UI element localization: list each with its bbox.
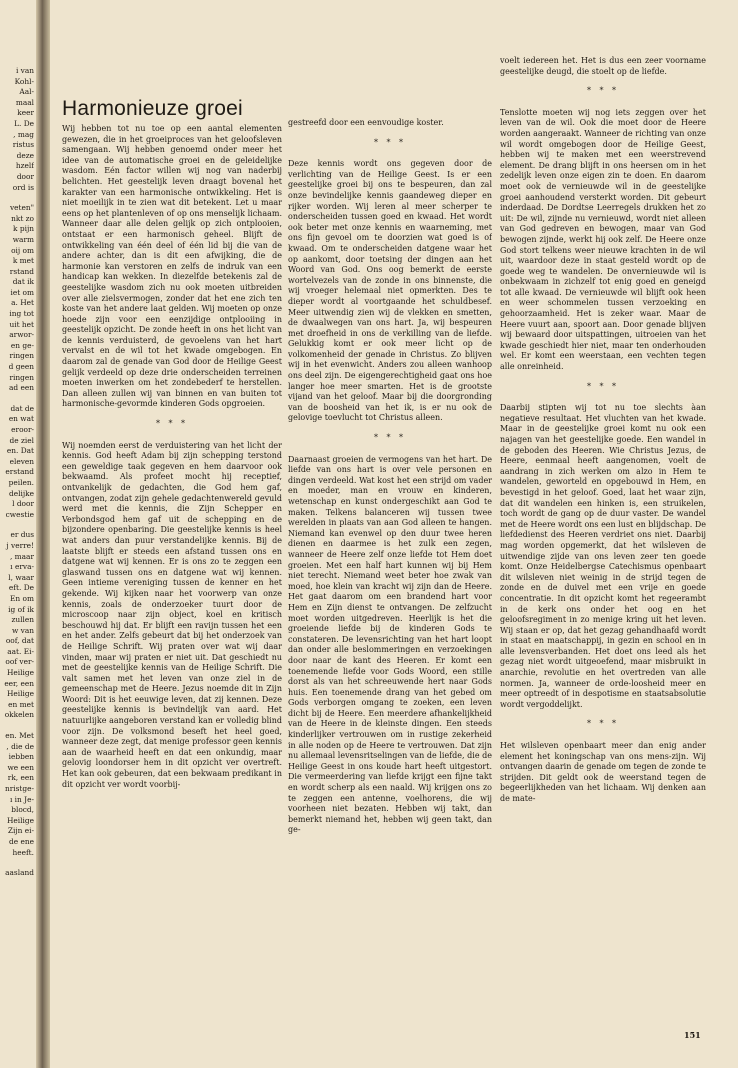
- previous-page-fragment: deze: [16, 150, 34, 160]
- previous-page-fragment: veten": [9, 203, 34, 213]
- previous-page-fragment: en wat: [8, 414, 34, 424]
- section-separator: * * *: [155, 419, 189, 429]
- previous-page-fragment: blocd,: [11, 805, 34, 815]
- previous-page-fragment: ringen: [9, 372, 34, 382]
- article-column-2: [288, 118, 492, 1048]
- previous-page-fragment: keer: [17, 108, 34, 118]
- previous-page-fragment: maal: [15, 97, 34, 107]
- previous-page-fragment: aat. Ei-: [7, 646, 34, 656]
- previous-page-fragment: iebben: [8, 752, 34, 762]
- previous-page-fragment: l door: [12, 499, 34, 509]
- page-gutter: [36, 0, 50, 1068]
- previous-page-fragment: warm: [12, 234, 34, 244]
- previous-page-fragment: , mag: [13, 129, 34, 139]
- previous-page-fragment: k met: [12, 256, 34, 266]
- previous-page-fragment: eroor-: [11, 425, 34, 434]
- previous-page-fragment: iet om: [10, 287, 34, 297]
- previous-page-fragment: hzelf: [15, 161, 34, 171]
- previous-page-fragment: door: [16, 171, 34, 181]
- previous-page-fragment: en met: [8, 699, 34, 709]
- previous-page-fragment: de ene: [9, 836, 34, 846]
- previous-page-fragment: k pijn: [13, 224, 34, 234]
- previous-page-fragment: cwestie: [5, 509, 34, 519]
- previous-page-fragment: j verre!: [6, 540, 34, 550]
- previous-page-fragment: dat ik: [12, 277, 34, 287]
- previous-page-fragment: zullen: [11, 615, 34, 625]
- article-column-3: [500, 56, 706, 1026]
- paragraph: Het wilsleven openbaart meer dan enig ander element het koningschap van ons mens-zijn. Wij ontvangen daarin de genade om tegen de zonde te strijden. Dit geldt ook de weerstand tegen de begeerlijkheden van het lichaam. Wij denken aan de mate-: [500, 741, 706, 803]
- previous-page-fragment: , maar: [9, 551, 34, 561]
- previous-page-fragment: aasland: [5, 868, 34, 878]
- previous-page-fragment: a. Het: [11, 298, 34, 308]
- previous-page-fragment: oij om: [11, 245, 34, 255]
- previous-page-column: [0, 66, 34, 1066]
- previous-page-fragment: ı in Je-: [9, 794, 34, 804]
- previous-page-fragment: en. Dat: [6, 446, 34, 456]
- previous-page-fragment: er dus: [10, 530, 34, 540]
- section-separator: * * *: [586, 381, 620, 391]
- section-separator: * * *: [586, 86, 620, 96]
- previous-page-fragment: eer, een: [4, 678, 34, 688]
- previous-page-fragment: ing tot: [9, 309, 34, 319]
- previous-page-fragment: ristus: [12, 140, 34, 150]
- previous-page-fragment: ringen: [9, 351, 34, 361]
- previous-page-fragment: [0, 721, 34, 731]
- previous-page-fragment: w van: [11, 625, 34, 635]
- paragraph: Daarbij stipten wij tot nu toe slechts àan negatieve resultaat. Het vluchten van het kwade. Maar in de geestelijke groei komt nu ook een najagen van het geestelijke goede. Een wandel in de geboden des Heeren. Wie Christus Jezus, de Heere, eenmaal heeft aangenomen, voelt de aandrang in zich werken om alzo in Hem te wandelen, geworteld en opgebouwd in Hem, en bevestigd in het geloof. Goed, laat het waar zijn, dat dit wandelen een hinken is, een struikelen, toch wordt de gang op de duur vaster. De wandel met de Heere wordt ons een lust en blijdschap. De liefdedienst des Heeren verdriet ons niet. Daarbij mag worden opgemerkt, dat het wilsleven de uitwendige zijde van ons leven zeer ten goede komt. Onze Heidelbergse Catechismus openbaart dit wilsleven niet weinig in de strijd tegen de zonde en de duivel met een vrije en goede concentratie. In dit opzicht komt het regeerambt in de kerk ons onder het oog en het geloofsregiment in zo menige kring uit het leven. Wij staan er op, dat het gezag gehandhaafd wordt in staat en maatschappij, in gezin en school en in alle levensverbanden. Het doet ons leed als het gezag niet wordt uitgeoefend, maar misbruikt in anarchie, revolutie en het overtreden van alle normen. Ja, wanneer de orde-loosheid meer en meer optreedt of in despotisme en staatsabsolutie wordt vergoddelijkt.: [500, 403, 706, 709]
- previous-page-fragment: heeft.: [12, 847, 34, 857]
- previous-page-fragment: ad een: [9, 383, 34, 393]
- previous-page-fragment: erstand: [5, 467, 34, 477]
- previous-page-fragment: dat de: [10, 403, 34, 413]
- previous-page-fragment: i van: [15, 66, 34, 75]
- previous-page-fragment: [0, 858, 34, 868]
- paragraph: Wij noemden eerst de verduistering van het licht der kennis. God heeft Adam bij zijn schepping terstond een geweldige taak gegeven en hem daarvoor ook bekwaamd. Als profeet mocht hij receptief, ontvankelijk de gedachten, die God hem gaf, ontvangen, zodat zijn gehele gedachtenwereld gevuld werd met die kennis, die Zijn Schepper en Verbondsgod hem gaf uit de schepping en de bijzondere openbaring. Die geestelijke kennis is heel wat anders dan puur verstandelijke kennis. Bij de laatste blijft er steeds een afstand tussen ons en datgene wat wij kennen. Er is ons zo te zeggen een glaswand tussen ons en datgene wat wij kennen. Geen intieme vereniging tussen de kenner en het gekende. Wij kijken naar het voorwerp van onze kennis, zoals de onderzoeker tuurt door de microscoop naar zijn object, koel en kritisch beschouwd hij dat. Er blijft een ravijn tussen het een en het ander. Zelfs gebeurt dat bij het onderzoek van de Heilige Schrift. Wij praten over wat wij daar vinden, maar wij praten er niet uit. Dat geschiedt nu met de geestelijke kennis van de Heilige Schrift. Die valt samen met het leven van onze ziel in de gemeenschap met de Heere. Jezus noemde dit in Zijn Woord: Dit is het eeuwige leven, dat zij kennen. Deze geestelijke kennis is bevindelijk van aard. Het natuurlijke aangeboren verstand kan er volledig blind voor zijn. De volksmond beseft het heel goed, wanneer deze zegt, dat menige professor geen kennis aan de waarheid heeft en dat een onkundig, maar gelovig loondorser hem in dit opzicht ver overtreft. Het kan ook gebeuren, dat een bekwaam predikant in dit opzicht ver wordt voorbij-: [62, 440, 282, 789]
- previous-page-fragment: nristge-: [4, 784, 34, 793]
- previous-page-fragment: [0, 520, 34, 530]
- page-number: 151: [684, 1030, 701, 1040]
- paragraph: Deze kennis wordt ons gegeven door de verlichting van de Heilige Geest. Is er een geestelijke groei bij ons te bespeuren, dan zal onze bevindelijke kennis gaandeweg dieper en rijker worden. Wij leren al meer scherper te onderscheiden tussen goed en kwaad. Het wordt ook beter met onze kennis en waarneming, met ons fijn gevoel om te doorzien wat goed is of kwaad. Om te onderscheiden datgene waar het op aankomt, door toetsing der dingen aan het Woord van God. Ons oog bemerkt de eerste wortelvezels van de zonde in ons binnenste, die wij vroeger helemaal niet opmerkten. Des te dieper wordt al voortgaande het schuldbesef. Meer uitwendig zien wij de vlekken en smetten, de dwaalwegen van ons hart. Ja, wij bespeuren met droefheid in ons de verkilling van de liefde. Gelukkig komt er ook meer licht op de volkomenheid der genade in Christus. Zo blijven wij in het evenwicht. Anders zou alleen wanhoop ons deel zijn. De eigengerechtigheid gaat ons hoe langer hoe meer smarten. Het is de grootste vijand van het geloof. Maar bij die doorgronding van de boosheid van het ik, is er nu ook de gelovige toevlucht tot Christus alleen.: [288, 159, 492, 423]
- previous-page-fragment: l, waar: [8, 572, 34, 582]
- paragraph: voelt iedereen het. Het is dus een zeer voorname geestelijke deugd, die stoelt op de liefde.: [500, 56, 706, 76]
- previous-page-fragment: Zijn ei-: [7, 826, 34, 836]
- previous-page-fragment: Heilige: [6, 815, 34, 825]
- paragraph: Tenslotte moeten wij nog iets zeggen over het leven van de wil. Ook die moet door de Heere worden aangeraakt. Wanneer de richting van onze wil wordt omgebogen door de Heilige Geest, hebben wij te maken met een weerstrevend element. De drang blijft in ons heersen om in het zedelijk leven onze eigen zin te doen. En daarom moet ook de vernieuwde wil in de geestelijke groei aanhoudend versterkt worden. Dit gebeurt inderdaad. De Dordtse Leerregels drukken het zo uit: De wil, zijnde nu vernieuwd, wordt niet alleen van God gedreven en bewogen, maar van God bewogen zijnde, werkt hij ook zelf. De Heere onze God stort telkens weer nieuwe krachten in de wil uit, waardoor deze in staat gesteld wordt op de goede weg te wandelen. De onvernieuwde wil is onbekwaam in zichzelf tot enig goed en geneigd tot alle kwaad. De vernieuwde wil blijft ook heen en weer schommelen tussen verzoeking en gehoorzaamheid. Het is zeker waar. Maar de Heere vuurt aan, spoort aan. Door genade blijven wij bewaard door uitspattingen, uitroeien van het kwade geschiedt hier niet, maar ten onderhouden wel. Er komt een weerstaan, een vechten tegen alle onreinheid.: [500, 107, 706, 372]
- previous-page-fragment: d geen: [8, 362, 34, 372]
- previous-page-fragment: eleven: [9, 456, 34, 466]
- previous-page-fragment: oof, dat: [5, 636, 34, 646]
- previous-page-fragment: ord is: [12, 182, 34, 192]
- previous-page-fragment: de ziel: [9, 435, 34, 445]
- paragraph: Wij hebben tot nu toe op een aantal elementen gewezen, die in het groeiproces van het geloofsleven samengaan. Wij hebben genoemd onder meer het idee van de automatische groei en de geleidelijke wasdom. Eén factor willen wij nog van naderbij belichten. Het geestelijk leven draagt bovenal het karakter van een harmonische ontwikkeling. Het is niet moeilijk in te zien wat dit betekent. Let u maar eens op het plantenleven of op ons menselijk lichaam. Wanneer daar alle delen gelijk op zich ontplooien, ontstaat er een harmonisch geheel. Blijft de ontwikkeling van één deel of één lid bij die van de andere achter, dan is dit een afwijking, die de harmonie kan verstoren en zelfs de indruk van een handicap kan wekken. In diezelfde betekenis zal de geestelijke wasdom zich nu ook moeten uitbreiden over alle zielsvermogen, zonder dat het ene zich ten koste van het andere laat gelden. Wij moeten op onze hoede zijn voor een eenzijdige ontplooiing in geestelijk opzicht. De zonde heeft in ons het licht van de kennis verduisterd, de gevoelens van het hart vervalst en de wil tot het kwade omgebogen. En daarom zal de genade van God door de Heilige Geest gelijk verdeeld op deze drie onderscheiden terreinen moeten inwerken om het zondebederf te herstellen. Dan alleen zullen wij van binnen en van buiten tot harmonische-gevormde kinderen Gods opgroeien.: [62, 124, 282, 409]
- previous-page-fragment: eft. De: [8, 583, 34, 593]
- section-separator: * * *: [373, 137, 407, 147]
- previous-page-fragment: rk, een: [7, 773, 34, 783]
- section-separator: * * *: [586, 719, 620, 729]
- previous-page-fragment: peilen.: [8, 477, 34, 487]
- previous-page-fragment: en ge-: [10, 340, 34, 350]
- previous-page-fragment: Kohl-: [14, 76, 34, 86]
- previous-page-fragment: arwor-: [9, 330, 34, 340]
- previous-page-fragment: we een: [7, 762, 34, 772]
- previous-page-fragment: okkelen: [4, 710, 34, 720]
- previous-page-fragment: En om: [10, 593, 34, 603]
- previous-page-fragment: ig of ik: [8, 604, 34, 614]
- paragraph: Daarnaast groeien de vermogens van het hart. De liefde van ons hart is over vele personen en dingen verdeeld. Wat kost het een strijd om vader en moeder, man en vrouw en kinderen, wetenschap en kunst ondergeschikt aan God te maken. Telkens balanceren wij tussen twee werelden in plaats van aan God alleen te hangen. Niemand kan evenwel op den duur twee heren dienen en daarmee is het zulk een zegen, wanneer de Heere zelf onze liefde tot Hem doet groeien. Met een half hart kunnen wij bij Hem niet terecht. Niemand weet beter hoe zwak van moed, hoe klein van kracht wij zijn dan de Heere. Het gaat daarom om een brandend hart voor Hem en Zijn dienst te ontvangen. De zelfzucht moet worden uitgedreven. Heerlijk is het die groeiende liefde bij de kinderen Gods te constateren. De levensrichting van het hart loopt dan onder alle beslommeringen en verzoekingen door naar de kant des Heeren. Er komt een toenemende liefde voor Gods Woord, een stille dorst als van het schreeuwende hert naar Gods huis. Een toenemende drang van het gebed om Gods verborgen omgang te zoeken, een leven dicht bij de Heere. Een meerdere afhankelijkheid van de Heere in de kleinste dingen. Een steeds kinderlijker vertrouwen om in rustige zekerheid in alle noden op de Heere te vertrouwen. Dat zijn nu allemaal levensritselingen van de liefde, die de Heilige Geest in ons koude hart heeft uitgestort. Die vermeerdering van liefde krijgt een fijne takt en wordt scherp als een naald. Wij krijgen ons zo te zeggen een antenne, voelhorens, die wij voorheen niet bezaten. Hebben wij takt, dan bemerkt niemand het, hebben wij geen takt, dan ge-: [288, 454, 492, 835]
- previous-page-fragment: L. De: [14, 118, 34, 128]
- article-title: Harmonieuze groei: [62, 97, 243, 120]
- previous-page-fragment: nkt zo: [11, 213, 34, 223]
- previous-page-fragment: ı erva-: [10, 562, 34, 572]
- article-column-1: [62, 124, 282, 1024]
- previous-page-fragment: en. Met: [5, 731, 34, 741]
- previous-page-fragment: , die de: [6, 741, 34, 751]
- previous-page-fragment: oof ver-: [5, 657, 34, 667]
- previous-page-fragment: Heilige: [6, 689, 34, 699]
- section-separator: * * *: [373, 433, 407, 443]
- previous-page-fragment: rstand: [9, 266, 34, 276]
- previous-page-fragment: [0, 193, 34, 203]
- paragraph: gestreefd door een eenvoudige koster.: [288, 118, 444, 127]
- previous-page-fragment: Heilige: [6, 668, 34, 678]
- previous-page-fragment: Aal-: [19, 87, 34, 97]
- previous-page-fragment: [0, 394, 34, 404]
- previous-page-fragment: uit het: [9, 319, 34, 329]
- previous-page-fragment: delijke: [9, 488, 34, 498]
